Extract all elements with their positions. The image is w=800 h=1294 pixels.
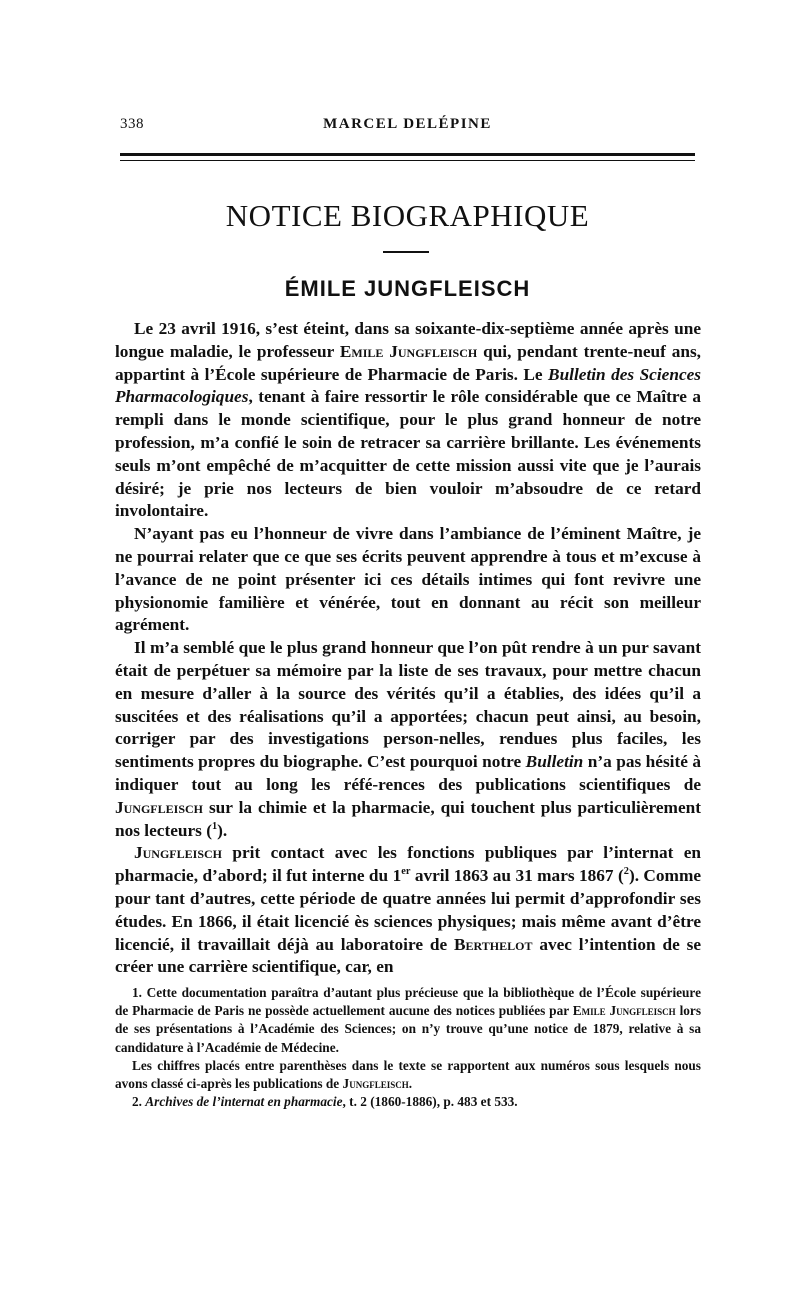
paragraph: Le 23 avril 1916, s’est éteint, dans sa soixante-dix-septième année après une longue maladie, le professeur Emile Jungfleisch qui, pendant trente-neuf ans, appartint à l’École supérieure de Pharmacie de Paris. Le Bulletin des Sciences Pharmacologiques, tenant à faire ressortir le rôle considérable que ce Maître a rempli dans le monde scientifique, pour le plus grand honneur de notre profession, m’a confié le soin de retracer sa carrière brillante. Les événements seuls m’ont empêché de m’acquitter de cette mission aussi vite que je l’aurais désiré; je prie nos lecteurs de bien vouloir m’absoudre de ce retard involontaire. bbox=[115, 319, 702, 521]
person-name: Jungfleisch bbox=[115, 797, 203, 817]
person-name: Emile Jungfleisch bbox=[339, 341, 478, 361]
footnote: Les chiffres placés entre parenthèses dans le texte se rapportent aux numéros sous lesquels nous avons classé ci-après les publications de Jungfleisch. bbox=[115, 1057, 701, 1092]
journal-title: Bulletin des Sciences Pharmacologiques bbox=[115, 364, 702, 407]
footnotes bbox=[115, 984, 701, 1111]
running-head bbox=[120, 116, 695, 138]
footnote-ref: 2 bbox=[623, 866, 629, 878]
body-text bbox=[115, 318, 701, 979]
person-name: Jungfleisch bbox=[134, 843, 222, 863]
footnote: 2. Archives de l’internat en pharmacie, t. 2 (1860-1886), p. 483 et 533. bbox=[132, 1094, 518, 1110]
title-divider bbox=[383, 251, 429, 253]
person-name: Emile Jungfleisch bbox=[572, 1003, 676, 1019]
page-title: NOTICE BIOGRAPHIQUE bbox=[225, 198, 590, 233]
page-number: 338 bbox=[120, 116, 144, 132]
footnote-ref: 1 bbox=[211, 820, 218, 832]
person-name: Jungfleisch bbox=[342, 1076, 409, 1092]
person-name: Berthelot bbox=[454, 934, 533, 954]
header-rule-thick bbox=[120, 153, 695, 156]
paragraph: N’ayant pas eu l’honneur de vivre dans l’ambiance de l’éminent Maître, je ne pourrai relater que ce que ses écrits peuvent apprendre à tous et m’excuse à l’avance de ne point présenter ici ces détails intimes qui font revivre une physionomie familière et vénérée, tout en donnant au récit son meilleur agrément. bbox=[115, 524, 701, 635]
subtitle: ÉMILE JUNGFLEISCH bbox=[284, 276, 531, 301]
paragraph: Jungfleisch prit contact avec les fonctions publiques par l’internat en pharmacie, d’abord; il fut interne du 1er avril 1863 au 31 mars 1867 ($^2$). Comme pour tant d’autres, cette période de quatre années lui permit d’approfondir ses études. En 1866, il était licencié ès sciences physiques; mais même avant d’être licencié, il travaillait déjà au laboratoire de Berthelot avec l’intention de se créer une carrière scientifique, car, en bbox=[115, 843, 702, 977]
journal-title: Archives de l’internat en pharmacie bbox=[145, 1094, 343, 1110]
header-rule-thin bbox=[120, 160, 695, 161]
journal-title: Bulletin bbox=[525, 752, 584, 772]
running-title: MARCEL DELÉPINE bbox=[323, 116, 492, 132]
footnote: 1. Cette documentation paraîtra d’autant plus précieuse que la bibliothèque de l’École supérieure de Pharmacie de Paris ne possède actuellement aucune des notices publiées par Emile Jungfleisch lors de ses présentations à l’Académie des Sciences; on n’y trouve qu’une notice de 1879, relative à sa candidature à l’Académie de Médecine. bbox=[115, 985, 701, 1055]
paragraph: Il m’a semblé que le plus grand honneur que l’on pût rendre à un pur savant était de perpétuer sa mémoire par la liste de ses travaux, pour mettre chacun en mesure d’aller à la source des vérités qu’il a établies, des idées qu’il a suscitées et des réalisations qu’il a apportées; chacun peut ainsi, au besoin, corriger par des investigations person-nelles, rendues plus faciles, les sentiments propres du biographe. C’est pourquoi notre Bulletin n’a pas hésité à indiquer tout au long les réfé-rences des publications scientifiques de Jungfleisch sur la chimie et la pharmacie, qui touchent plus particulièrement nos lecteurs ($^1$). bbox=[115, 638, 701, 840]
